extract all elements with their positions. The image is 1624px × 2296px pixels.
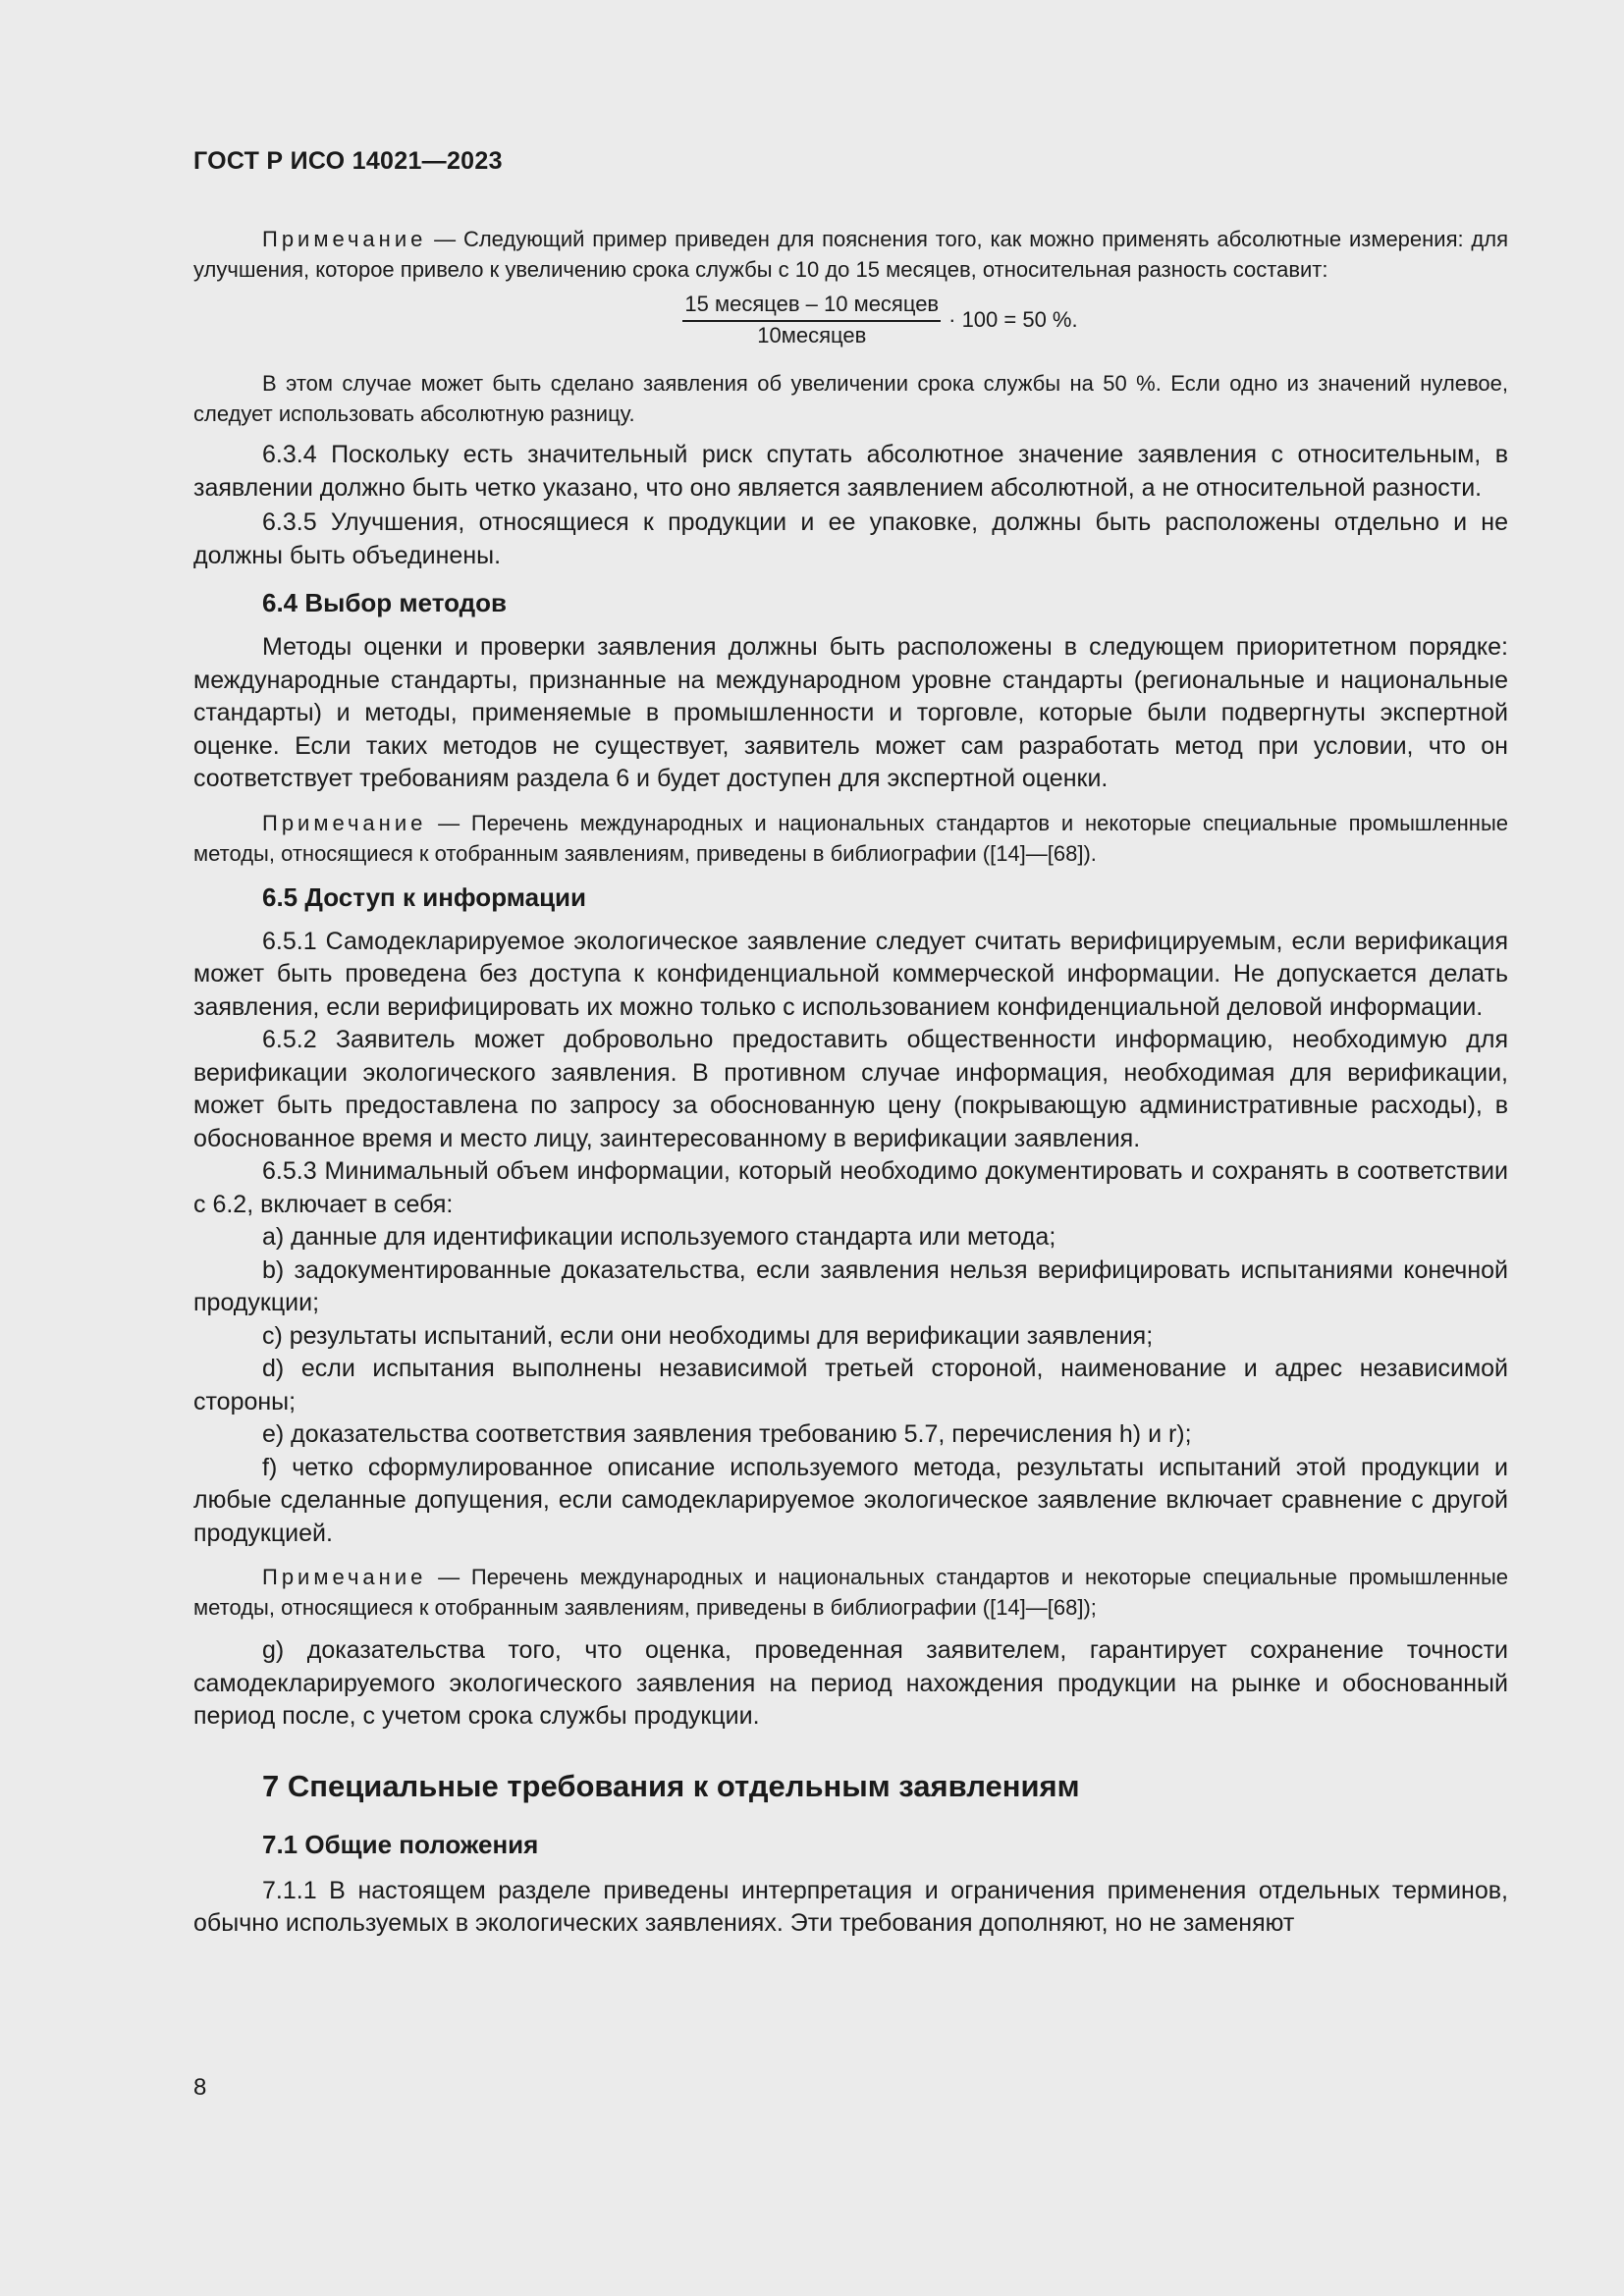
- note-label: Примечание: [262, 1565, 427, 1589]
- heading-6-4: 6.4 Выбор методов: [262, 588, 508, 617]
- formula-fraction: [682, 291, 941, 348]
- page-number: 8: [193, 2074, 207, 2101]
- note-label: Примечание: [262, 810, 427, 835]
- list-item-d: d) если испытания выполнены независимой третьей стороной, наименование и адрес независимой стороны;: [193, 1355, 1508, 1415]
- page-content: [193, 224, 1508, 1941]
- note-1-continuation: В этом случае может быть сделано заявления об увеличении срока службы на 50 %. Если одно из значений нулевое, следует использовать абсолютную разницу.: [193, 371, 1508, 426]
- note-text: — Перечень международных и национальных стандартов и некоторые специальные промышленные методы, относящиеся к отобранным заявлениям, приведены в библиографии ([14]—[68]);: [193, 1565, 1508, 1620]
- note-2: [193, 808, 1508, 869]
- note-3: [193, 1562, 1508, 1623]
- note-label: Примечание: [262, 227, 427, 251]
- note-1: [193, 224, 1508, 285]
- list-item-e: e) доказательства соответствия заявления требованию 5.7, перечисления h) и r);: [262, 1420, 1192, 1448]
- paragraph-6-5-3: 6.5.3 Минимальный объем информации, который необходимо документировать и сохранять в соответствии с 6.2, включает в себя:: [193, 1157, 1508, 1218]
- note-text: — Следующий пример приведен для пояснения того, как можно применять абсолютные измерения: для улучшения, которое привело к увеличению срока службы с 10 до 15 месяцев, относительная разность составит:: [193, 227, 1508, 282]
- list-item-c: c) результаты испытаний, если они необходимы для верификации заявления;: [262, 1321, 1154, 1350]
- list-item-a: a) данные для идентификации используемого стандарта или метода;: [262, 1223, 1056, 1251]
- paragraph-6-5-2: 6.5.2 Заявитель может добровольно предоставить общественности информацию, необходимую для верификации экологического заявления. В противном случае информация, необходимая для верификации, может быть предоставлена по запросу за обоснованную цену (покрывающую административные расходы), в обоснованное время и место лицу, заинтересованному в верификации заявления.: [193, 1026, 1508, 1152]
- note-text: — Перечень международных и национальных стандартов и некоторые специальные промышленные методы, относящиеся к отобранным заявлениям, приведены в библиографии ([14]—[68]).: [193, 810, 1508, 866]
- document-header: ГОСТ Р ИСО 14021—2023: [193, 147, 503, 175]
- formula-rest: · 100 = 50 %.: [948, 306, 1078, 332]
- heading-7-1: 7.1 Общие положения: [262, 1829, 539, 1859]
- paragraph-6-5-1: 6.5.1 Самодекларируемое экологическое заявление следует считать верифицируемым, если верификация может быть проведена без доступа к конфиденциальной коммерческой информации. Не допускается делать заявления, если верифицировать их можно только с использованием конфиденциальной деловой информации.: [193, 927, 1508, 1021]
- heading-6-5: 6.5 Доступ к информации: [262, 881, 587, 912]
- paragraph-6-3-5: 6.3.5 Улучшения, относящиеся к продукции и ее упаковке, должны быть расположены отдельно и не должны быть объединены.: [193, 508, 1508, 569]
- formula: [193, 291, 1508, 348]
- formula-numerator: 15 месяцев – 10 месяцев: [682, 291, 941, 322]
- list-item-b: b) задокументированные доказательства, если заявления нельзя верифицировать испытаниями конечной продукции;: [193, 1255, 1508, 1316]
- paragraph-6-3-4: 6.3.4 Поскольку есть значительный риск спутать абсолютное значение заявления с относительным, в заявлении должно быть четко указано, что оно является заявлением абсолютной, а не относительной разности.: [193, 441, 1508, 502]
- list-item-g: g) доказательства того, что оценка, проведенная заявителем, гарантирует сохранение точности самодекларируемого экологического заявления на период нахождения продукции на рынке и обоснованный период после, с учетом срока службы продукции.: [193, 1636, 1508, 1730]
- heading-7: 7 Специальные требования к отдельным заявлениям: [262, 1768, 1080, 1803]
- list-item-f: f) четко сформулированное описание используемого метода, результаты испытаний этой продукции и любые сделанные допущения, если самодекларируемое экологическое заявление включает сравнение с другой продукцией.: [193, 1453, 1508, 1547]
- paragraph-7-1-1: 7.1.1 В настоящем разделе приведены интерпретация и ограничения применения отдельных терминов, обычно используемых в экологических заявлениях. Эти требования дополняют, но не заменяют: [193, 1876, 1508, 1937]
- paragraph-6-4: Методы оценки и проверки заявления должны быть расположены в следующем приоритетном порядке: международные стандарты, признанные на международном уровне стандарты (региональные и национальные стандарты) и методы, применяемые в промышленности и торговле, которые были подвергнуты экспертной оценке. Если таких методов не существует, заявитель может сам разработать метод при условии, что он соответствует требованиям раздела 6 и будет доступен для экспертной оценки.: [193, 633, 1508, 792]
- formula-denominator: 10месяцев: [757, 323, 867, 347]
